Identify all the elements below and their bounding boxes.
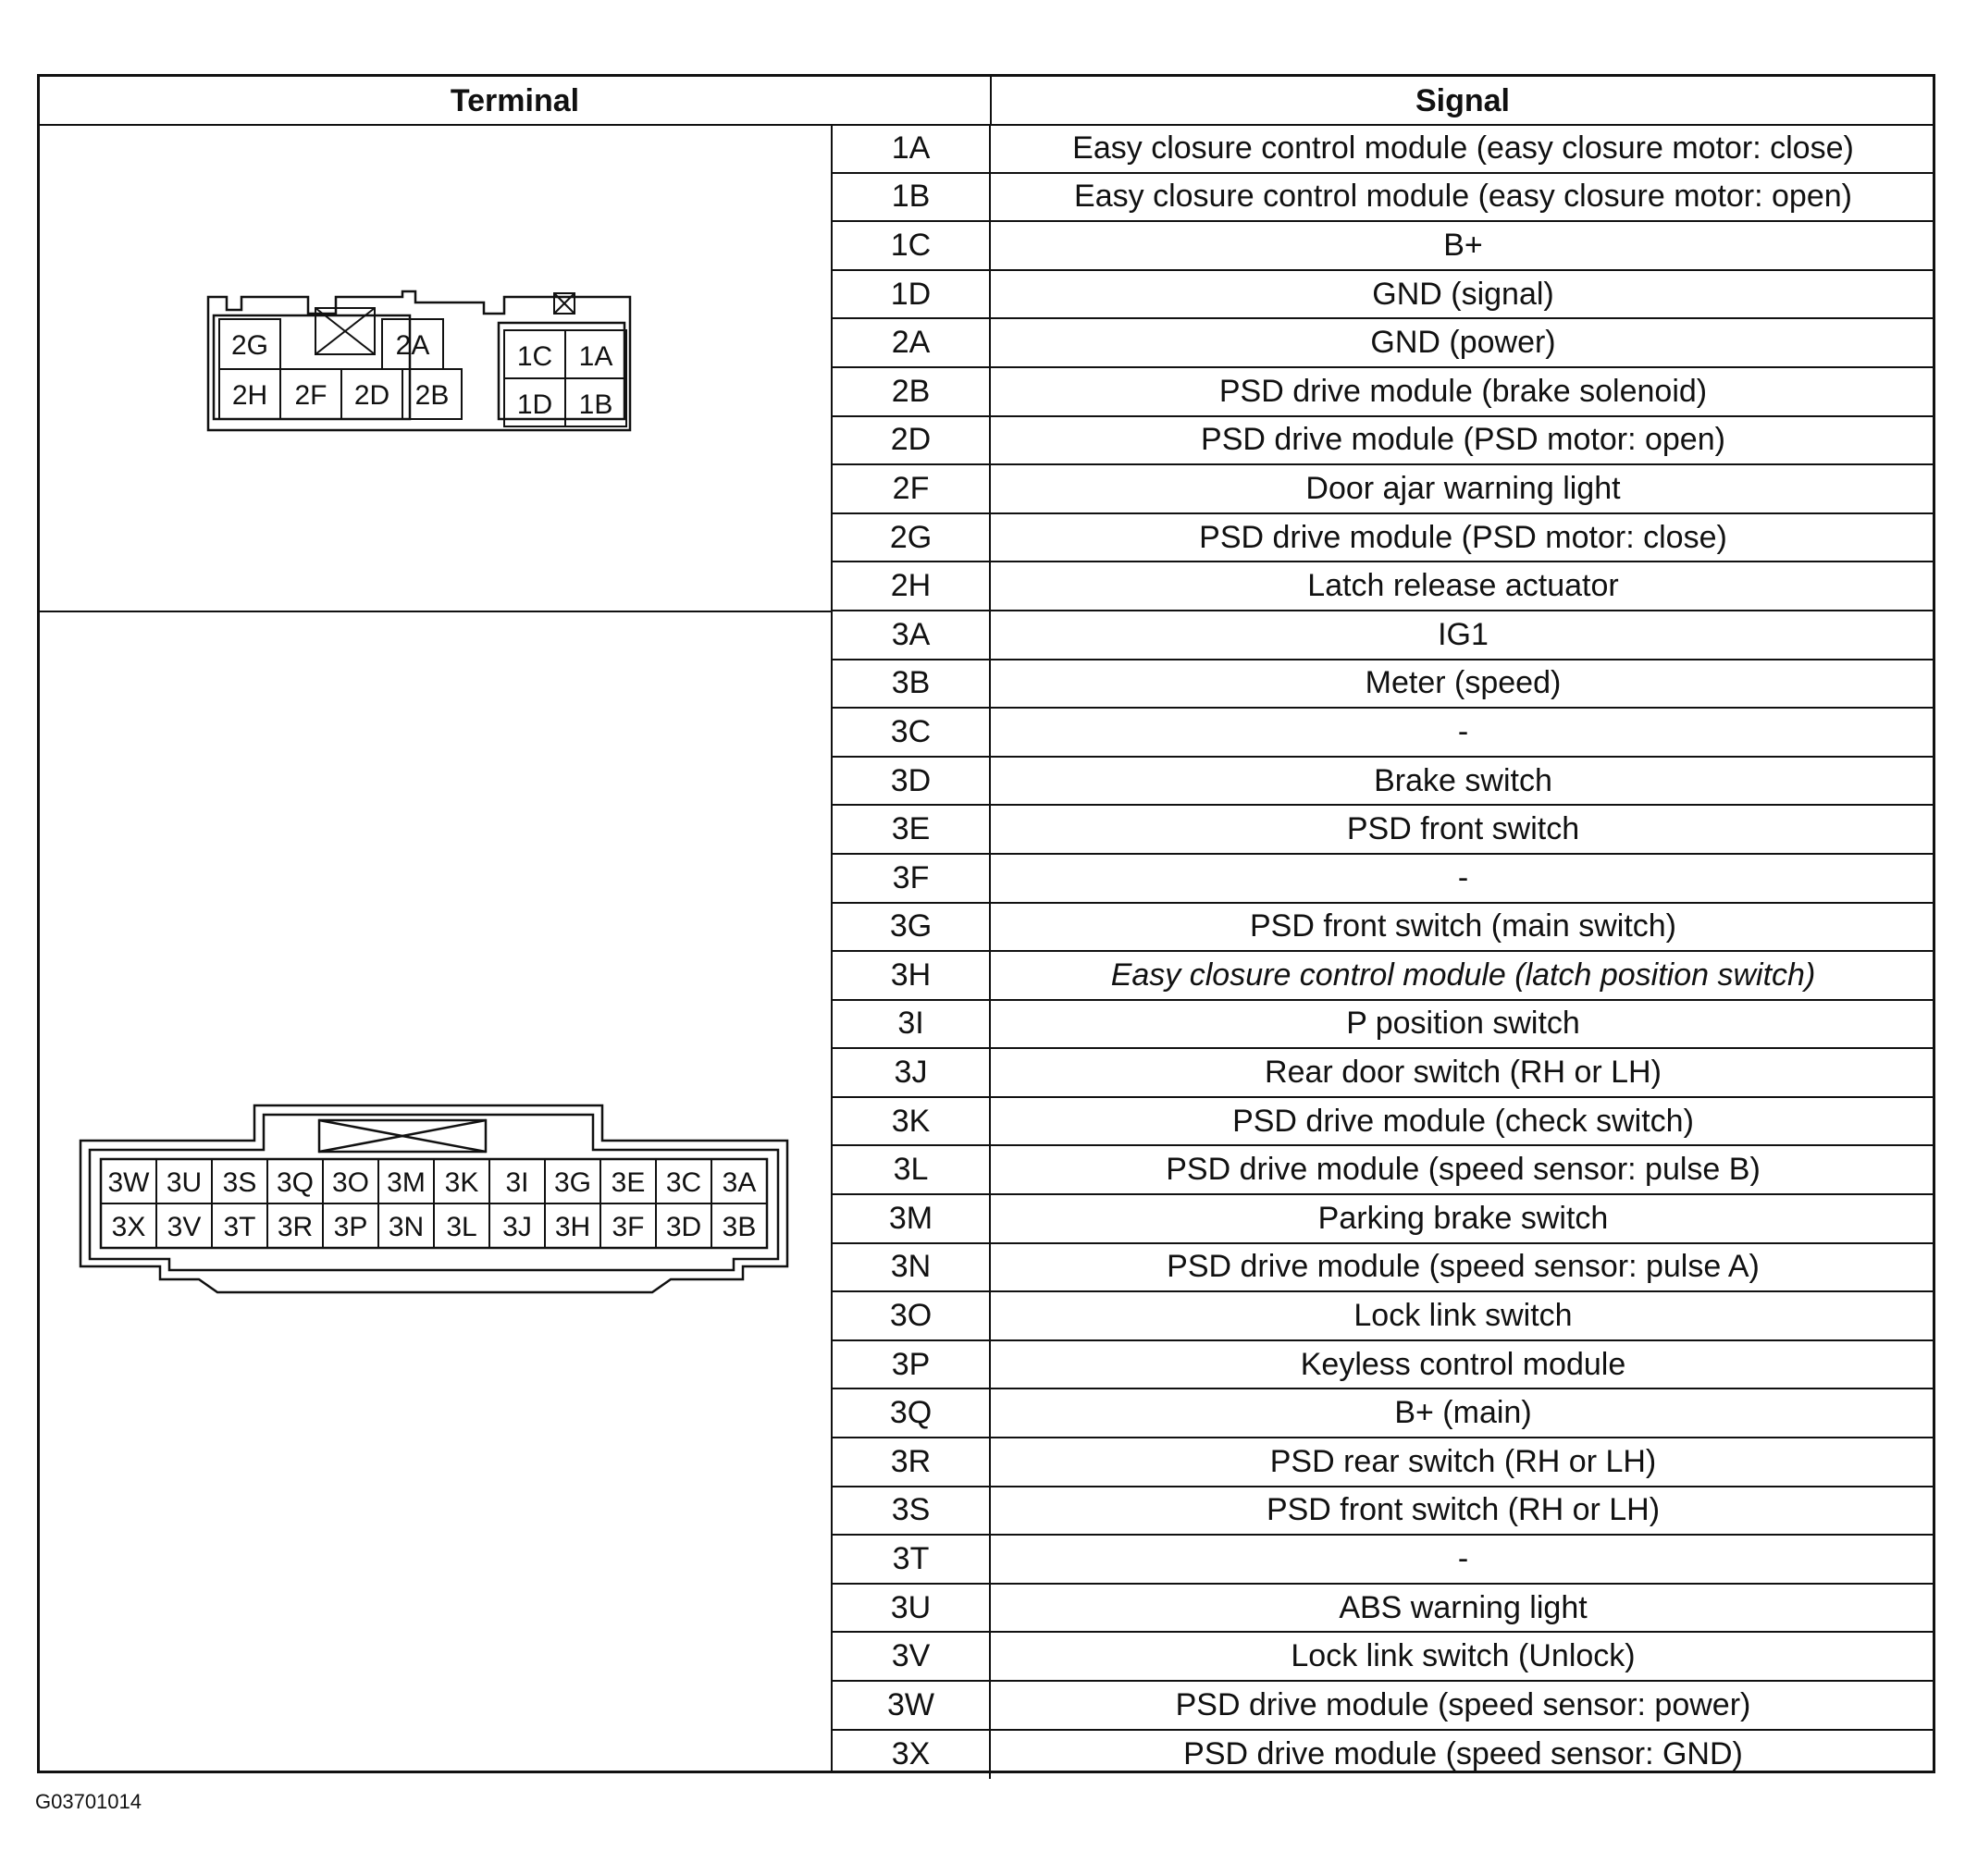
table-row (833, 1536, 1935, 1585)
table-row (833, 514, 1935, 563)
signal-cell: PSD drive module (brake solenoid) (1218, 373, 1708, 409)
signal-cell: Lock link switch (Unlock) (1291, 1638, 1636, 1674)
signal-cell: Rear door switch (RH or LH) (1265, 1055, 1662, 1091)
connector-3-diagram (79, 1104, 789, 1307)
terminal-cell: 3T (833, 1536, 991, 1583)
pin-3D: 3D (665, 1212, 702, 1242)
pin-3P: 3P (333, 1212, 368, 1242)
connector-1-diagram (206, 290, 632, 438)
pin-3U: 3U (166, 1167, 203, 1198)
terminal-cell: 3Q (833, 1389, 991, 1437)
terminal-cell: 3W (833, 1682, 991, 1729)
terminal-cell: 3M (833, 1195, 991, 1242)
section-rule (40, 611, 833, 612)
pin-2B: 2B (414, 380, 450, 411)
terminal-cell: 3N (833, 1244, 991, 1291)
pin-3H: 3H (554, 1212, 591, 1242)
table-row (833, 271, 1935, 320)
table-row (833, 806, 1935, 855)
terminal-cell: 1A (833, 125, 991, 172)
table-row (833, 904, 1935, 953)
signal-cell: GND (power) (1370, 325, 1556, 361)
table-row (833, 1001, 1935, 1050)
terminal-cell: 1D (833, 271, 991, 318)
signal-cell: Easy closure control module (easy closure motor: open) (1074, 179, 1852, 215)
pin-3T: 3T (223, 1212, 256, 1242)
signal-cell: PSD drive module (speed sensor: GND) (1183, 1736, 1743, 1772)
signal-cell: PSD drive module (speed sensor: power) (1175, 1686, 1751, 1722)
signal-cell: PSD drive module (PSD motor: close) (1199, 519, 1727, 555)
pin-2A: 2A (395, 330, 430, 361)
table-row (833, 368, 1935, 417)
table-row (833, 1487, 1935, 1537)
signal-cell: Lock link switch (1353, 1298, 1573, 1334)
table-row (833, 222, 1935, 271)
terminal-cell: 3V (833, 1633, 991, 1680)
terminal-cell: 2H (833, 562, 991, 610)
table-row (833, 1341, 1935, 1390)
signal-cell: Meter (speed) (1365, 665, 1562, 701)
signal-cell: Parking brake switch (1317, 1200, 1609, 1236)
table-row (833, 660, 1935, 710)
table-row (833, 1438, 1935, 1487)
terminal-cell: 3E (833, 806, 991, 853)
terminal-cell: 3H (833, 952, 991, 999)
pin-2D: 2D (353, 380, 390, 411)
signal-cell: PSD front switch (1346, 811, 1580, 847)
pin-3Q: 3Q (276, 1167, 315, 1198)
terminal-cell: 2G (833, 514, 991, 562)
pin-3J: 3J (502, 1212, 532, 1242)
signal-cell: B+ (1443, 227, 1483, 263)
pin-3L: 3L (446, 1212, 477, 1242)
terminal-signal-table (37, 74, 1935, 1773)
signal-cell: P position switch (1346, 1006, 1580, 1042)
table-row (833, 1585, 1935, 1634)
terminal-cell: 2B (833, 368, 991, 415)
pin-3V: 3V (167, 1212, 202, 1242)
terminal-cell: 3U (833, 1585, 991, 1632)
signal-rows (833, 125, 1935, 1779)
table-row (833, 562, 1935, 611)
terminal-cell: 3S (833, 1487, 991, 1535)
terminal-cell: 1C (833, 222, 991, 269)
terminal-cell: 3L (833, 1146, 991, 1193)
table-row (833, 1292, 1935, 1341)
pin-3E: 3E (611, 1167, 646, 1198)
terminal-cell: 2D (833, 417, 991, 464)
table-row (833, 1244, 1935, 1293)
table-row (833, 855, 1935, 904)
pin-3A: 3A (722, 1167, 757, 1198)
terminal-cell: 3B (833, 660, 991, 708)
pin-3R: 3R (277, 1212, 314, 1242)
header-signal: Signal (1415, 82, 1511, 118)
terminal-cell: 3C (833, 709, 991, 756)
table-row (833, 952, 1935, 1001)
table-row (833, 1146, 1935, 1195)
pin-2H: 2H (231, 380, 268, 411)
signal-cell: Easy closure control module (easy closure motor: close) (1072, 130, 1854, 166)
signal-cell: B+ (main) (1394, 1395, 1532, 1431)
terminal-cell: 3F (833, 855, 991, 902)
signal-cell: PSD front switch (RH or LH) (1266, 1492, 1661, 1528)
signal-cell: PSD drive module (speed sensor: pulse A) (1167, 1249, 1760, 1285)
signal-cell: Latch release actuator (1307, 568, 1619, 604)
pin-3K: 3K (444, 1167, 479, 1198)
signal-cell: PSD drive module (PSD motor: open) (1201, 422, 1725, 458)
pin-3G: 3G (553, 1167, 592, 1198)
signal-cell: - (1457, 713, 1469, 749)
table-row (833, 1731, 1935, 1780)
table-row (833, 758, 1935, 807)
pin-1A: 1A (578, 341, 613, 372)
table-row (833, 1633, 1935, 1682)
table-row (833, 1682, 1935, 1731)
terminal-cell: 3D (833, 758, 991, 805)
pin-1C: 1C (516, 341, 553, 372)
table-row (833, 465, 1935, 514)
terminal-cell: 3O (833, 1292, 991, 1339)
pin-1D: 1D (516, 389, 553, 420)
figure-id: G03701014 (35, 1790, 142, 1813)
signal-cell: GND (signal) (1372, 276, 1554, 312)
signal-cell: IG1 (1438, 616, 1489, 652)
signal-cell: Door ajar warning light (1305, 470, 1621, 506)
terminal-cell: 2F (833, 465, 991, 512)
signal-cell: PSD drive module (speed sensor: pulse B) (1166, 1152, 1761, 1188)
terminal-cell: 3J (833, 1049, 991, 1096)
signal-cell: PSD drive module (check switch) (1232, 1103, 1694, 1139)
pin-2G: 2G (230, 330, 269, 361)
signal-cell: PSD front switch (main switch) (1250, 908, 1676, 944)
header-terminal: Terminal (450, 82, 580, 118)
signal-cell: Easy closure control module (latch position switch) (1110, 957, 1816, 993)
table-row (833, 1098, 1935, 1147)
terminal-cell: 3I (833, 1001, 991, 1048)
signal-cell: ABS warning light (1339, 1589, 1588, 1625)
pin-3W: 3W (107, 1167, 150, 1198)
signal-cell: - (1457, 1541, 1469, 1577)
terminal-cell: 3X (833, 1731, 991, 1780)
terminal-cell: 3K (833, 1098, 991, 1145)
pin-3S: 3S (222, 1167, 257, 1198)
terminal-cell: 3G (833, 904, 991, 951)
pin-3C: 3C (665, 1167, 702, 1198)
terminal-cell: 3A (833, 611, 991, 659)
signal-cell: PSD rear switch (RH or LH) (1269, 1443, 1657, 1479)
pin-3M: 3M (387, 1167, 426, 1198)
table-row (833, 417, 1935, 466)
pin-1B: 1B (578, 389, 613, 420)
pin-3I: 3I (505, 1167, 529, 1198)
signal-cell: Keyless control module (1300, 1346, 1626, 1382)
pin-3F: 3F (612, 1212, 645, 1242)
table-row (833, 1389, 1935, 1438)
terminal-cell: 2A (833, 319, 991, 366)
terminal-cell: 3P (833, 1341, 991, 1388)
signal-cell: - (1457, 859, 1469, 895)
terminal-cell: 3R (833, 1438, 991, 1486)
pin-3X: 3X (111, 1212, 146, 1242)
pin-3O: 3O (331, 1167, 370, 1198)
pin-2F: 2F (294, 380, 328, 411)
table-row (833, 709, 1935, 758)
table-row (833, 1049, 1935, 1098)
signal-cell: Brake switch (1374, 762, 1552, 798)
table-row (833, 1195, 1935, 1244)
table-row (833, 611, 1935, 660)
table-row (833, 319, 1935, 368)
pin-3B: 3B (722, 1212, 757, 1242)
header-divider (990, 77, 992, 125)
table-row (833, 174, 1935, 223)
terminal-cell: 1B (833, 174, 991, 221)
pin-3N: 3N (388, 1212, 425, 1242)
table-row (833, 125, 1935, 174)
